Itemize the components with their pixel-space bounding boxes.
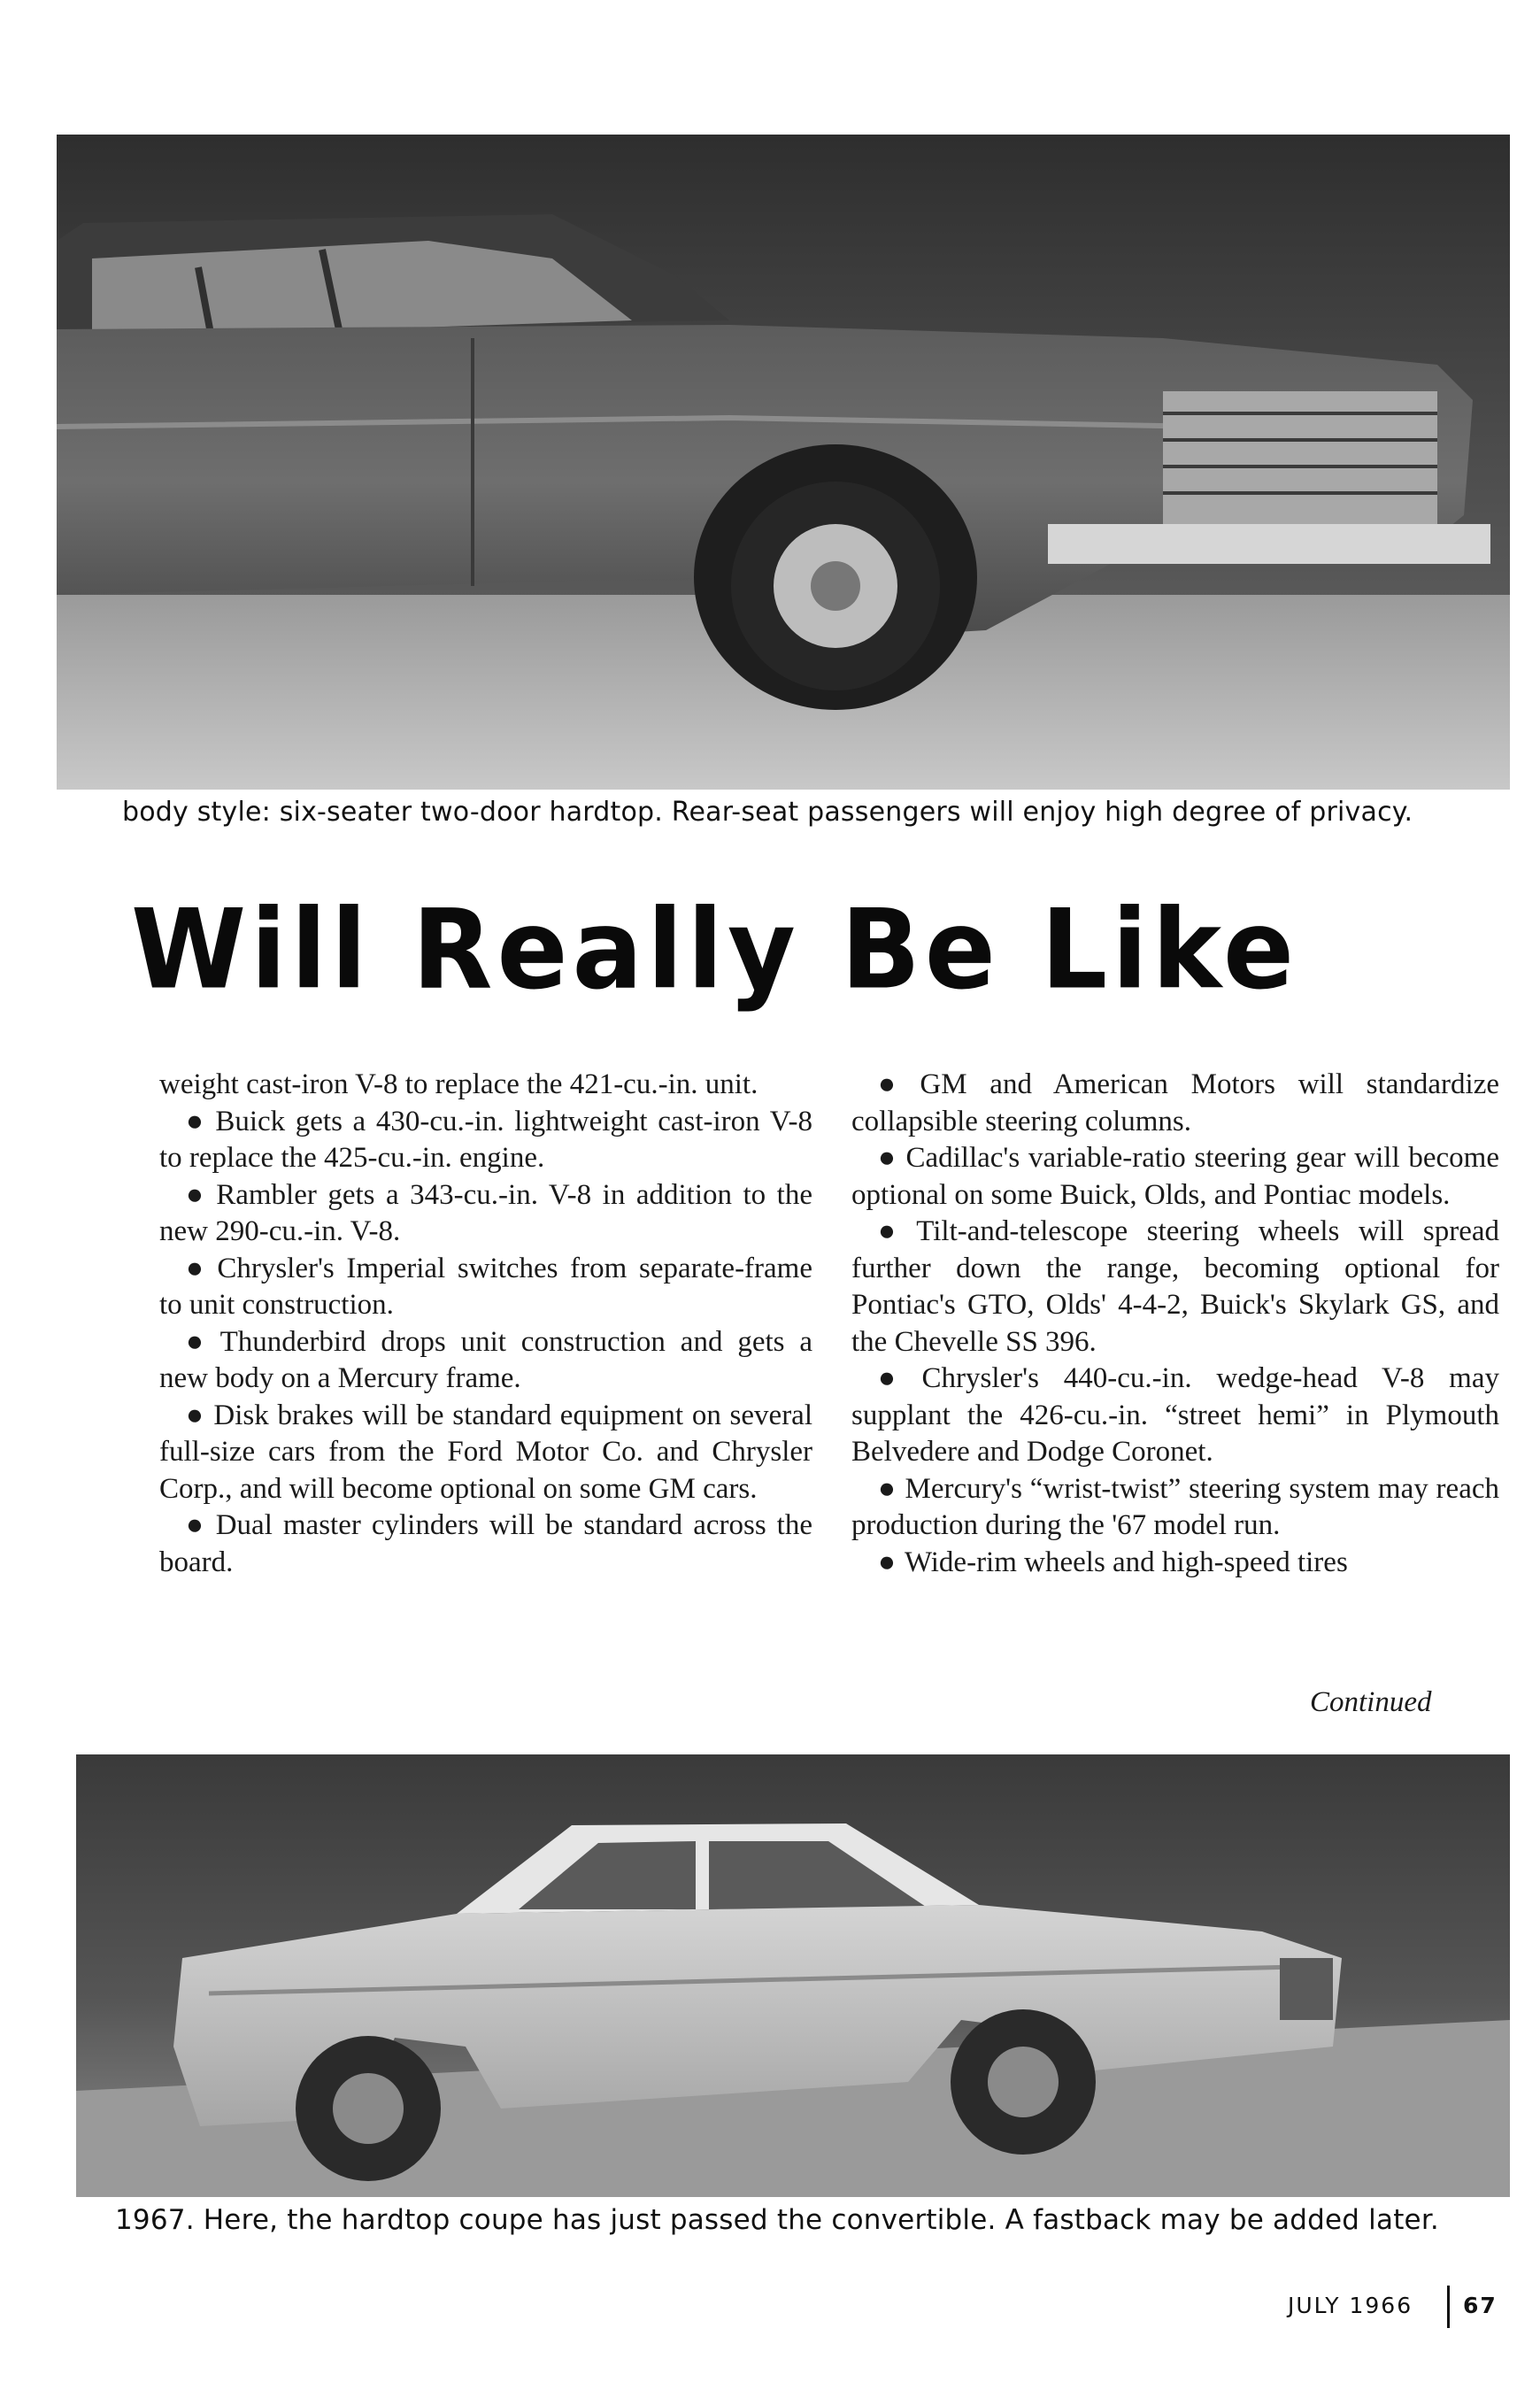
- top-car-photo: [57, 135, 1510, 790]
- bullet-icon: ●: [878, 1068, 912, 1100]
- right-column: [851, 1067, 1499, 1581]
- bullet-icon: ●: [878, 1362, 913, 1394]
- bullet-icon: ●: [186, 1252, 209, 1284]
- paragraph-text: Disk brakes will be standard equipment on several full-size cars from the Ford Motor Co. and Chrysler Corp., and will become optional on some GM cars.: [159, 1399, 812, 1505]
- paragraph-text: Wide-rim wheels and high-speed tires: [904, 1546, 1348, 1578]
- bullet-paragraph: [851, 1140, 1499, 1214]
- paragraph-text: Thunderbird drops unit construction and gets a new body on a Mercury frame.: [159, 1325, 813, 1394]
- bottom-car-photo: [76, 1754, 1510, 2197]
- bullet-paragraph: [851, 1361, 1499, 1471]
- bullet-paragraph: [159, 1507, 812, 1581]
- paragraph-text: Cadillac's variable-ratio steering gear will become optional on some Buick, Olds, and Pontiac models.: [851, 1142, 1500, 1211]
- paragraph-text: Chrysler's 440-cu.-in. wedge-head V-8 may supplant the 426-cu.-in. “street hemi” in Plymouth Belvedere and Dodge Coronet.: [851, 1362, 1499, 1468]
- folio-date: JULY 1966: [1288, 2293, 1413, 2318]
- continued-label: Continued: [1310, 1686, 1432, 1718]
- page-headline: Will Really Be Like: [131, 885, 1299, 1014]
- paragraph-text: Chrysler's Imperial switches from separate-frame to unit construction.: [159, 1252, 812, 1321]
- bullet-paragraph: [851, 1067, 1499, 1140]
- bullet-paragraph: [159, 1177, 812, 1251]
- bullet-icon: ●: [878, 1472, 897, 1505]
- bullet-icon: ●: [186, 1399, 205, 1431]
- paragraph-text: Mercury's “wrist-twist” steering system may reach production during the '67 model run.: [851, 1472, 1499, 1541]
- bullet-icon: ●: [878, 1546, 896, 1578]
- bullet-paragraph: [159, 1324, 812, 1398]
- paragraph-text: weight cast-iron V-8 to replace the 421-cu.-in. unit.: [159, 1068, 758, 1100]
- bullet-paragraph: [851, 1214, 1499, 1361]
- paragraph: [159, 1067, 812, 1104]
- bullet-icon: ●: [186, 1509, 207, 1541]
- bullet-icon: ●: [878, 1215, 908, 1247]
- paragraph-text: Rambler gets a 343-cu.-in. V-8 in addition to the new 290-cu.-in. V-8.: [159, 1178, 813, 1247]
- top-caption: body style: six-seater two-door hardtop. Rear-seat passengers will enjoy high degree of privacy.: [122, 797, 1413, 828]
- bullet-paragraph: [159, 1104, 812, 1177]
- bullet-paragraph: [159, 1398, 812, 1508]
- bullet-icon: ●: [186, 1105, 207, 1137]
- paragraph-text: Tilt-and-telescope steering wheels will spread further down the range, becoming optional for Pontiac's GTO, Olds' 4-4-2, Buick's Skylark GS, and the Chevelle SS 396.: [851, 1215, 1499, 1358]
- folio-divider: [1447, 2286, 1450, 2328]
- bullet-paragraph: [851, 1545, 1499, 1582]
- paragraph-text: Buick gets a 430-cu.-in. lightweight cast-iron V-8 to replace the 425-cu.-in. engine.: [159, 1105, 812, 1174]
- bullet-paragraph: [851, 1471, 1499, 1545]
- paragraph-text: GM and American Motors will standardize collapsible steering columns.: [851, 1068, 1499, 1137]
- left-column: [159, 1067, 812, 1581]
- bullet-paragraph: [159, 1251, 812, 1324]
- bullet-icon: ●: [878, 1142, 897, 1174]
- bullet-icon: ●: [186, 1178, 208, 1211]
- paragraph-text: Dual master cylinders will be standard across the board.: [159, 1509, 813, 1578]
- bullet-icon: ●: [186, 1325, 212, 1358]
- bottom-caption: 1967. Here, the hardtop coupe has just passed the convertible. A fastback may be added later.: [115, 2204, 1439, 2236]
- page-number: 67: [1463, 2293, 1498, 2318]
